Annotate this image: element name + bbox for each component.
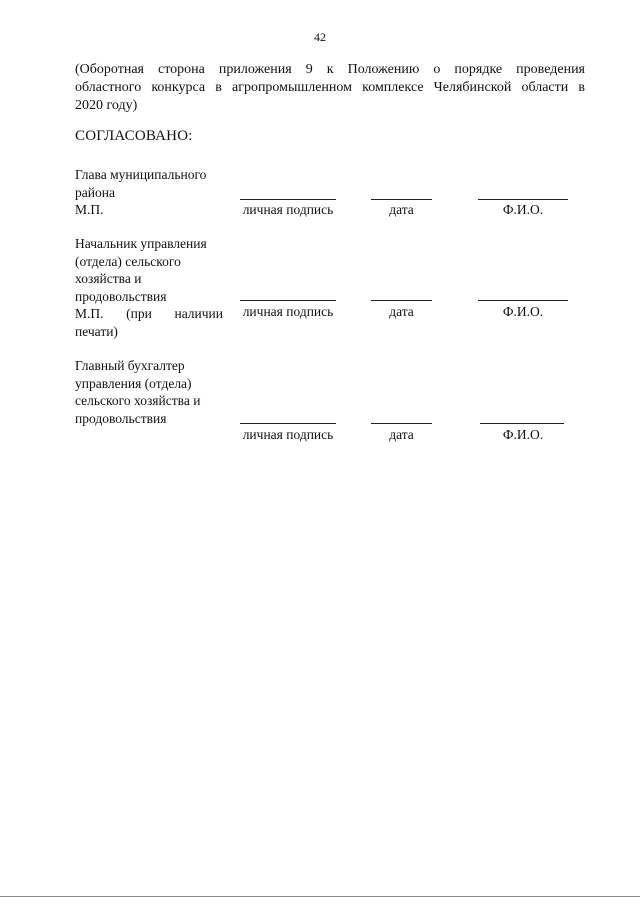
signature-caption: личная подпись (242, 304, 334, 319)
name-line (480, 423, 564, 424)
signer-title-line: Главный бухгалтер (75, 358, 185, 373)
signer-title (75, 235, 223, 340)
signature-line (240, 300, 336, 301)
name-caption: Ф.И.О. (502, 427, 544, 442)
signer-title-line: района (75, 184, 115, 200)
date-line (371, 423, 432, 424)
signer-title-line: Глава муниципального (75, 167, 207, 182)
signer-title-line: продовольствия (75, 288, 167, 304)
name-caption: Ф.И.О. (502, 202, 544, 217)
signer-title (75, 357, 223, 427)
header-note-line-2: областного конкурса в агропромышленном комплексе Челябинской области в (75, 80, 585, 95)
signer-title-line: управления (отдела) (75, 375, 192, 391)
date-caption: дата (389, 304, 414, 319)
signature-line (240, 199, 336, 200)
approved-label: СОГЛАСОВАНО: (75, 128, 193, 144)
signer-title-line: Начальник управления (75, 236, 207, 251)
stamp-place-label: М.П. (75, 202, 104, 217)
signature-caption: личная подпись (242, 202, 334, 217)
signer-title-line: хозяйства и (75, 271, 142, 286)
signer-title (75, 166, 223, 219)
header-note (75, 61, 585, 115)
date-line (371, 300, 432, 301)
header-note-line-1: (Оборотная сторона приложения 9 к Положению о порядке проведения (75, 62, 585, 77)
name-line (478, 300, 568, 301)
date-caption: дата (389, 202, 414, 217)
date-caption: дата (389, 427, 414, 442)
signer-title-line: продовольствия (75, 410, 167, 426)
signature-caption: личная подпись (242, 427, 334, 442)
footer-rule (0, 896, 640, 897)
date-line (371, 199, 432, 200)
signer-title-line: (отдела) сельского (75, 253, 181, 269)
stamp-place-label: М.П. (при наличии (75, 306, 223, 321)
header-note-line-3: 2020 году) (75, 98, 138, 113)
stamp-place-label: печати) (75, 323, 118, 339)
signature-line (240, 423, 336, 424)
name-caption: Ф.И.О. (502, 304, 544, 319)
name-line (478, 199, 568, 200)
page-number: 42 (314, 30, 326, 44)
signer-title-line: сельского хозяйства и (75, 393, 201, 408)
